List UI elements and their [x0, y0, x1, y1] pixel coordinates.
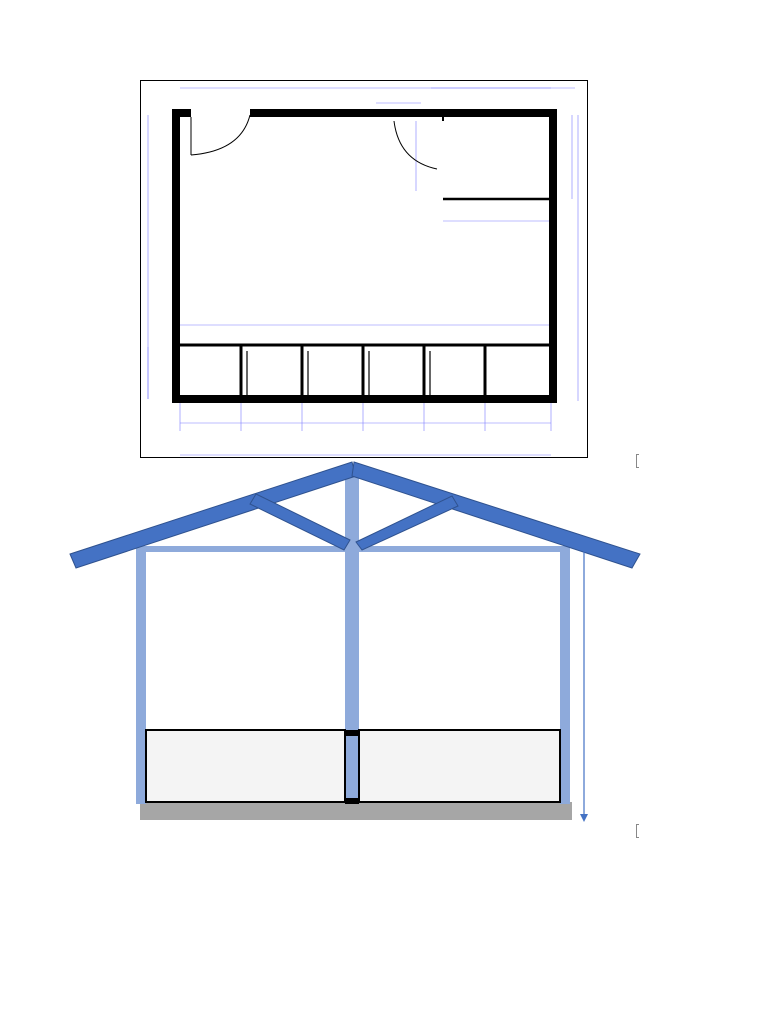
walls — [176, 113, 553, 399]
post-center — [345, 476, 359, 804]
top-beam — [142, 546, 568, 552]
panel-joint-top — [345, 730, 359, 736]
roof-rafter-left — [70, 462, 356, 568]
post-left — [136, 546, 146, 804]
height-arrow-icon — [580, 814, 588, 822]
page-marker-top — [636, 454, 639, 468]
door-swings — [191, 115, 437, 169]
floor-plan-drawing — [141, 81, 587, 457]
foundation-slab — [140, 802, 572, 820]
door-swing-right — [394, 121, 437, 169]
roof-rafter-right — [352, 462, 640, 568]
corrugated-panel-right — [359, 730, 560, 802]
roof-brace-left — [250, 494, 350, 550]
elevation-view — [60, 458, 660, 858]
stall-dividers — [247, 351, 430, 395]
roof-brace-right — [356, 496, 458, 550]
door-swing-left — [191, 115, 250, 155]
corrugated-panel-left — [146, 730, 345, 802]
elevation-drawing — [60, 458, 660, 858]
page-marker-bottom — [636, 824, 639, 838]
post-right — [560, 546, 570, 804]
floor-plan — [140, 80, 588, 458]
panel-joint-bottom — [345, 798, 359, 804]
